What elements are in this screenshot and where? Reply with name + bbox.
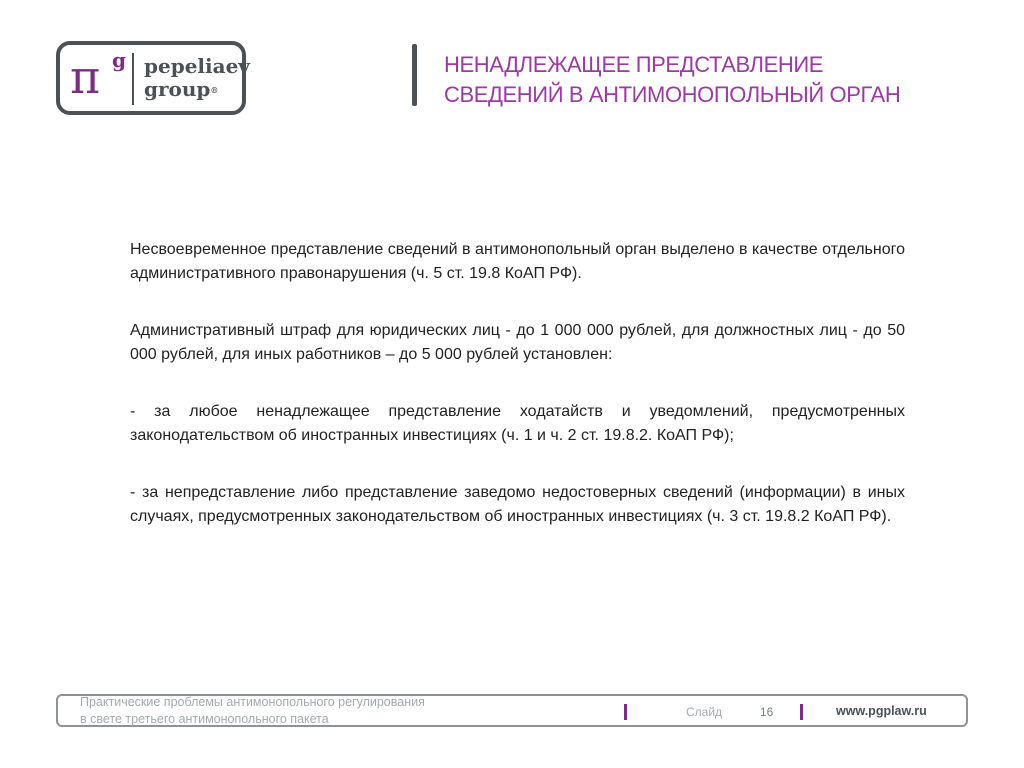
- footer-website-link[interactable]: www.pgplaw.ru: [836, 704, 927, 718]
- footer-slide-label: Слайд: [686, 705, 723, 719]
- logo-pi-symbol: π: [70, 50, 101, 104]
- footer-separator-left: [624, 704, 627, 720]
- title-accent-bar: [412, 44, 417, 106]
- logo-registered-mark: ®: [210, 85, 219, 95]
- slide-title-line-1: НЕНАДЛЕЖАЩЕЕ ПРЕДСТАВЛЕНИЕ: [444, 52, 824, 77]
- body-paragraph-3: - за любое ненадлежащее представление ходатайств и уведомлений, предусмотренных законодательством об иностранных инвестициях (ч. 1 и ч. 2 ст. 19.8.2. КоАП РФ);: [130, 403, 905, 444]
- slide-footer: [56, 694, 968, 727]
- logo-divider: [132, 53, 134, 105]
- logo-line-2: [144, 78, 250, 102]
- footer-caption-line-1: Практические проблемы антимонопольного регулирования: [80, 695, 425, 709]
- logo-g-superscript: g: [112, 48, 126, 72]
- logo-line-1: pepeliaev: [144, 54, 250, 78]
- footer-caption: [80, 694, 500, 728]
- slide-title-line-2: СВЕДЕНИЙ В АНТИМОНОПОЛЬНЫЙ ОРГАН: [444, 82, 901, 107]
- slide-body: [130, 238, 905, 562]
- logo-line-2-text: group: [144, 77, 211, 101]
- body-paragraph-2: Административный штраф для юридических лиц - до 1 000 000 рублей, для должностных лиц - до 50 000 рублей, для иных работников – до 5 000 рублей установлен:: [130, 322, 905, 363]
- footer-caption-line-2: в свете третьего антимонопольного пакета: [80, 712, 329, 726]
- body-paragraph-1: Несвоевременное представление сведений в антимонопольный орган выделено в качестве отдельного административного правонарушения (ч. 5 ст. 19.8 КоАП РФ).: [130, 241, 905, 282]
- logo-wordmark: [144, 55, 250, 102]
- body-paragraph-4: - за непредставление либо представление заведомо недостоверных сведений (информации) в иных случаях, предусмотренных законодательством об иностранных инвестициях (ч. 3 ст. 19.8.2 КоАП РФ).: [130, 484, 905, 525]
- slide-title: [444, 50, 1004, 110]
- footer-separator-right: [800, 704, 803, 720]
- footer-slide-number: 16: [760, 705, 774, 719]
- company-logo: [56, 41, 250, 115]
